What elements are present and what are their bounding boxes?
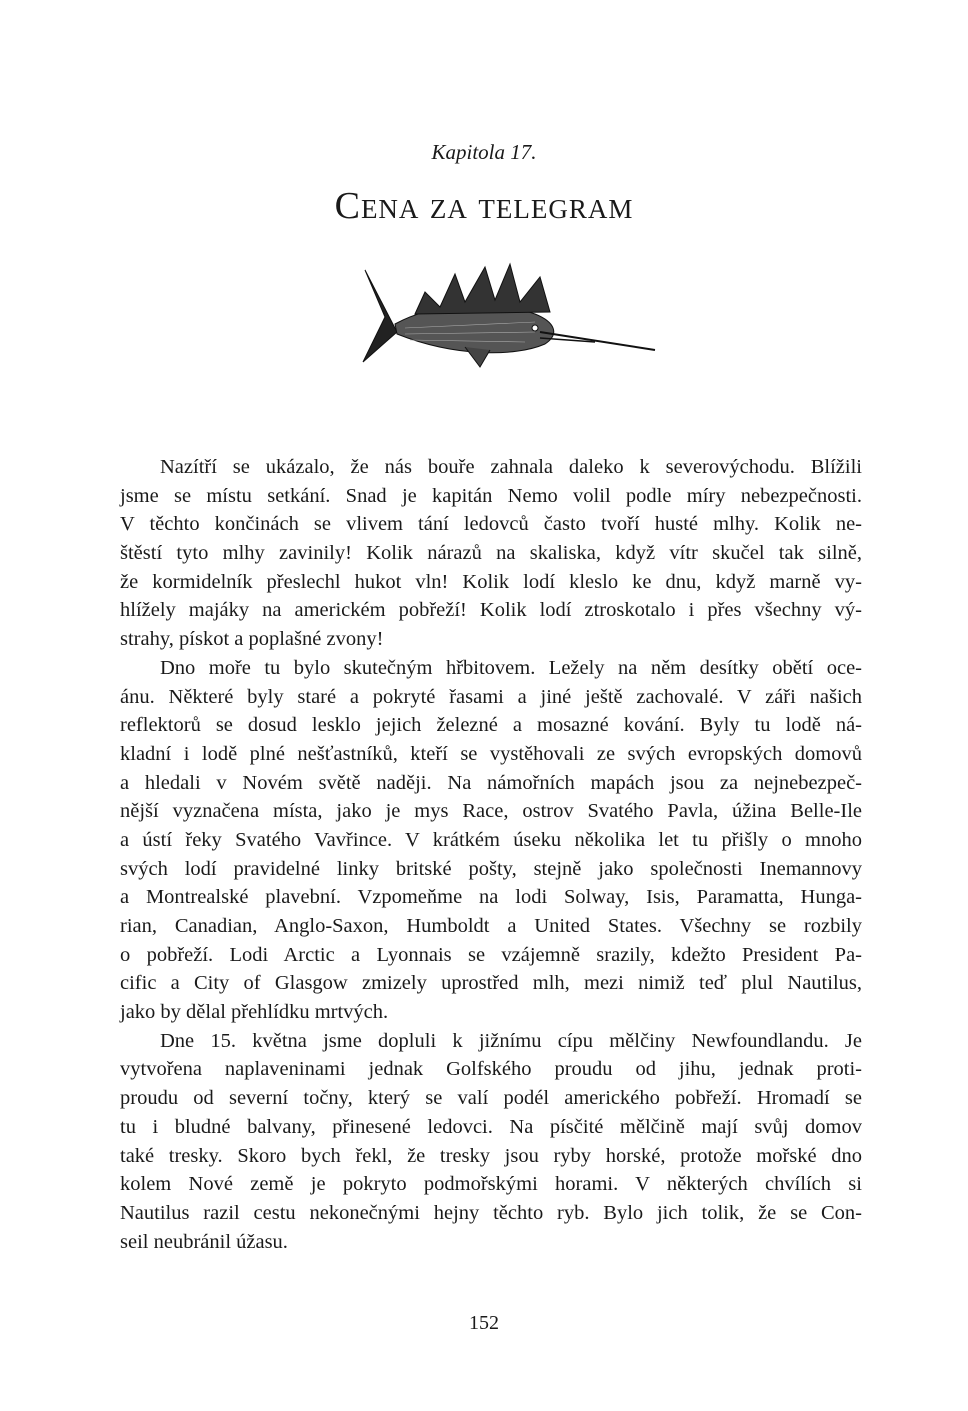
text-line: že kormidelník přeslechl hukot vln! Kolik lodí kleslo ke dnu, když marně vy-	[120, 570, 862, 593]
text-line: Dno moře tu bylo skutečným hřbitovem. Ležely na něm desítky obětí oce-	[160, 656, 862, 679]
sailfish-illustration	[345, 262, 665, 372]
text-line: Nazítří se ukázalo, že nás bouře zahnala daleko k severovýchodu. Blížili	[160, 456, 862, 478]
text-line: hlížely majáky na americkém pobřeží! Kolik lodí ztroskotalo i přes všechny vý-	[120, 599, 862, 622]
text-line: a hledali v Novém světě naději. Na námořních mapách jsou za nejnebezpeč-	[120, 771, 862, 794]
text-line: cific a City of Glasgow zmizely uprostřed mlh, mezi nimiž teď plul Nautilus,	[120, 972, 862, 995]
body-text	[120, 453, 862, 1256]
text-line: seil neubránil úžasu.	[120, 1230, 288, 1253]
text-line: o pobřeží. Lodi Arctic a Lyonnais se vzájemně srazily, kdežto President Pa-	[120, 943, 862, 966]
text-line: rian, Canadian, Anglo-Saxon, Humboldt a United States. Všechny se rozbily	[120, 915, 862, 937]
text-line: kladní i lodě plné nešťastníků, kteří se vystěhovali ze svých evropských domovů	[120, 742, 862, 765]
text-line: jsme se místu setkání. Snad je kapitán Nemo volil podle míry nebezpečnosti.	[120, 484, 862, 507]
text-line: štěstí tyto mlhy zavinily! Kolik nárazů na skaliska, když vítr skučel tak silně,	[120, 542, 862, 565]
text-line: nější vyznačena místa, jako je mys Race, ostrov Svatého Pavla, úžina Belle-Ile	[120, 800, 862, 823]
text-line: také tresky. Skoro bych řekl, že tresky jsou ryby horské, protože mořské dno	[120, 1144, 862, 1167]
text-line: a ústí řeky Svatého Vavřince. V krátkém úseku několika let tu přišly o mnoho	[120, 828, 862, 851]
page-number: 152	[469, 1312, 499, 1334]
paragraph	[120, 453, 862, 654]
paragraph	[120, 654, 862, 1027]
text-line: proudu od severní točny, který se valí podél amerického pobřeží. Hromadí se	[120, 1087, 862, 1110]
text-line: svých lodí pravidelné linky britské pošty, stejně jako společnosti Inemannovy	[120, 857, 862, 880]
text-line: ánu. Některé byly staré a pokryté řasami a jiné ještě zachovalé. V záři našich	[120, 685, 862, 708]
paragraph	[120, 1027, 862, 1257]
text-line: strahy, pískot a poplašné zvony!	[120, 628, 384, 651]
text-line: V těchto končinách se vlivem tání ledovců často tvoří husté mlhy. Kolik ne-	[120, 513, 862, 536]
text-line: reflektorů se dosud lesklo jejich železné a mosazné kování. Byly tu lodě ná-	[120, 714, 862, 737]
chapter-label: Kapitola 17.	[431, 140, 537, 164]
text-line: vytvořena naplaveninami jednak Golfského proudu od jihu, jednak proti-	[120, 1058, 862, 1081]
text-line: Nautilus razil cestu nekonečnými hejny těchto ryb. Bylo jich tolik, že se Con-	[120, 1201, 862, 1224]
text-line: jako by dělal přehlídku mrtvých.	[120, 1001, 389, 1024]
chapter-title: Cena za telegram	[334, 185, 634, 227]
text-line: a Montrealské plavební. Vzpomeňme na lodi Solway, Isis, Paramatta, Hunga-	[120, 886, 862, 909]
text-line: tu i bludné balvany, přinesené ledovci. Na písčité mělčině mají svůj domov	[120, 1115, 862, 1138]
text-line: Dne 15. května jsme dopluli k jižnímu cípu mělčiny Newfoundlandu. Je	[160, 1029, 862, 1052]
text-line: kolem Nové země je pokryto podmořskými horami. V některých chvílích si	[120, 1173, 862, 1196]
